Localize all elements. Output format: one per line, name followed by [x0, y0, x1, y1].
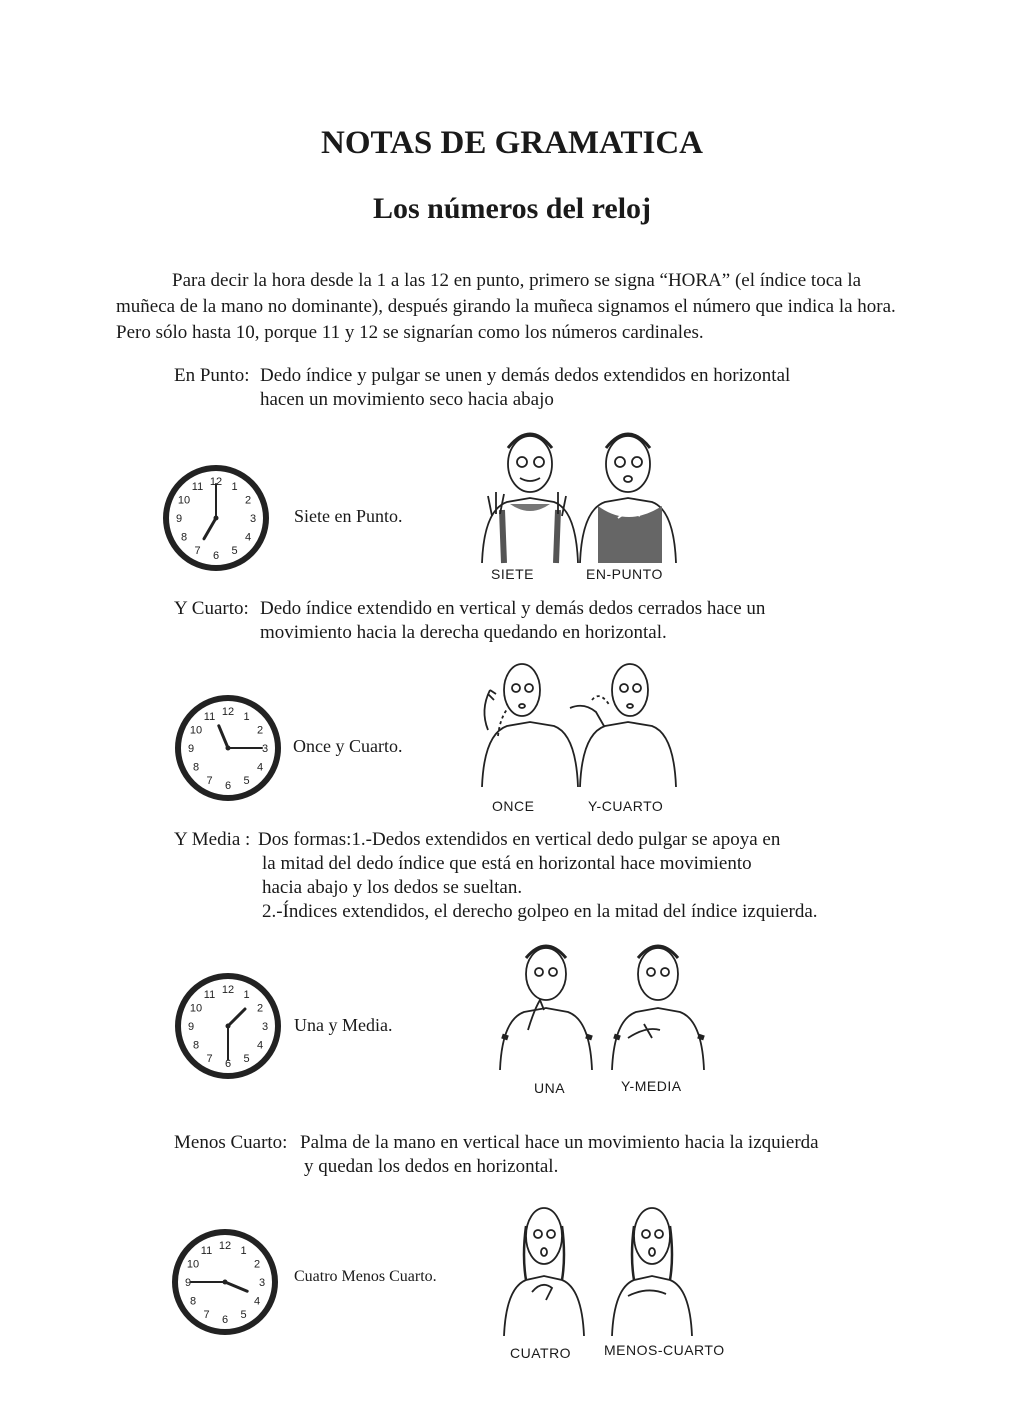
description-line: hacen un movimiento seco hacia abajo	[260, 389, 554, 410]
time-label: Una y Media.	[294, 1015, 393, 1035]
clock-number: 6	[224, 780, 232, 792]
clock-number: 8	[192, 1039, 200, 1052]
clock-number: 4	[253, 1295, 261, 1308]
signer-figure	[580, 434, 676, 563]
clock-number: 5	[240, 1309, 247, 1321]
clock-siete-en-punto	[160, 462, 272, 574]
clock-hour-hand	[219, 726, 228, 748]
description-line: movimiento hacia la derecha quedando en horizontal.	[260, 622, 667, 643]
clock-number: 4	[256, 761, 264, 774]
clock-number: 10	[177, 494, 191, 507]
clock-number: 11	[191, 481, 204, 493]
clock-center	[226, 746, 231, 751]
clock-number: 4	[244, 531, 252, 544]
time-label: Cuatro Menos Cuarto.	[294, 1268, 437, 1285]
clock-number: 8	[180, 531, 188, 544]
description-line: Palma de la mano en vertical hace un movimiento hacia la izquierda	[300, 1132, 819, 1153]
signer-figure	[482, 664, 578, 787]
sign-caption: ONCE	[492, 798, 535, 814]
description-line: hacia abajo y los dedos se sueltan.	[262, 877, 523, 898]
sign-caption: SIETE	[491, 566, 534, 582]
section-y-media	[174, 828, 974, 928]
signer-figure	[482, 434, 578, 563]
term-label: En Punto:	[174, 365, 250, 386]
clock-number: 9	[184, 1277, 192, 1289]
section-y-cuarto	[174, 597, 934, 647]
time-label: Siete en Punto.	[294, 506, 403, 526]
signer-figure	[504, 1208, 584, 1336]
clock-number: 7	[194, 545, 201, 557]
clock-number: 2	[253, 1258, 261, 1271]
clock-number: 1	[243, 711, 250, 723]
description-line: Dedo índice extendido en vertical y demás dedos cerrados hace un	[260, 598, 766, 619]
description-line: la mitad del dedo índice que está en horizontal hace movimiento	[262, 853, 752, 874]
clock-number: 5	[231, 545, 238, 557]
clock-number: 12	[221, 706, 235, 718]
clock-number: 10	[189, 1002, 203, 1015]
sign-caption: EN-PUNTO	[586, 566, 663, 582]
sign-caption: Y-CUARTO	[588, 798, 664, 814]
term-label: Y Cuarto:	[174, 598, 249, 619]
clock-center	[214, 516, 219, 521]
clock-number: 5	[243, 1053, 250, 1065]
clock-number: 8	[192, 761, 200, 774]
clock-number: 12	[218, 1240, 232, 1252]
clock-number: 1	[243, 989, 250, 1001]
description-line: Dedo índice y pulgar se unen y demás dedos extendidos en horizontal	[260, 365, 791, 386]
time-label: Once y Cuarto.	[293, 736, 403, 756]
signer-figure	[500, 946, 592, 1070]
clock-number: 4	[256, 1039, 264, 1052]
clock-number: 3	[261, 743, 269, 755]
clock-number: 2	[256, 1002, 264, 1015]
sign-illustration-once-y-cuarto	[462, 650, 692, 798]
clock-center	[223, 1280, 228, 1285]
clock-number: 6	[212, 550, 220, 562]
clock-number: 3	[249, 513, 257, 525]
clock-number: 9	[175, 513, 183, 525]
term-label: Y Media :	[174, 829, 251, 850]
sign-illustration-cuatro-menos-cuarto	[496, 1196, 726, 1344]
clock-number: 3	[261, 1021, 269, 1033]
clock-number: 7	[206, 1053, 213, 1065]
clock-una-y-media	[172, 970, 284, 1082]
section-menos-cuarto	[174, 1131, 934, 1181]
clock-number: 2	[244, 494, 252, 507]
signer-figure	[612, 946, 704, 1070]
sign-caption: CUATRO	[510, 1345, 572, 1361]
clock-hour-hand	[228, 1009, 245, 1026]
clock-number: 7	[206, 775, 213, 787]
clock-number: 1	[231, 481, 238, 493]
clock-number: 9	[187, 743, 195, 755]
signer-figure	[612, 1208, 692, 1336]
description-line: Dos formas:1.-Dedos extendidos en vertical dedo pulgar se apoya en	[258, 829, 781, 850]
clock-number: 7	[203, 1309, 210, 1321]
sign-illustration-una-y-media	[488, 940, 718, 1080]
clock-hour-hand	[225, 1282, 247, 1291]
page-title: NOTAS DE GRAMATICA	[321, 125, 703, 161]
clock-number: 10	[186, 1258, 200, 1271]
description-line: y quedan los dedos en horizontal.	[304, 1156, 559, 1177]
intro-text: Para decir la hora desde la 1 a las 12 en punto, primero se signa “HORA” (el índice toca la muñeca de la mano no dominante), después girando la muñeca signamos el número que indica la hora. Pero sólo hasta 10, porque 11 y 12 se signarían como los números cardinales.	[116, 270, 896, 343]
clock-number: 6	[221, 1314, 229, 1326]
clock-number: 9	[187, 1021, 195, 1033]
sign-caption: MENOS-CUARTO	[604, 1342, 725, 1358]
term-label: Menos Cuarto:	[174, 1132, 288, 1153]
signer-figure	[570, 664, 676, 787]
clock-number: 1	[240, 1245, 247, 1257]
clock-number: 5	[243, 775, 250, 787]
description-line: 2.-Índices extendidos, el derecho golpeo en la mitad del índice izquierda.	[262, 901, 818, 922]
sign-caption: Y-MEDIA	[621, 1078, 682, 1094]
clock-center	[226, 1024, 231, 1029]
clock-number: 6	[224, 1058, 232, 1070]
clock-number: 10	[189, 724, 203, 737]
section-en-punto	[174, 364, 934, 414]
clock-number: 11	[203, 989, 216, 1001]
clock-cuatro-menos-cuarto	[169, 1226, 281, 1338]
clock-number: 3	[258, 1277, 266, 1289]
clock-number: 12	[221, 984, 235, 996]
clock-once-y-cuarto	[172, 692, 284, 804]
sign-caption: UNA	[534, 1080, 566, 1096]
clock-hour-hand	[204, 518, 216, 539]
sign-illustration-siete-en-punto	[462, 418, 692, 566]
page-subtitle: Los números del reloj	[372, 192, 652, 225]
clock-number: 12	[209, 476, 223, 488]
clock-number: 11	[203, 711, 216, 723]
clock-number: 11	[200, 1245, 213, 1257]
clock-number: 8	[189, 1295, 197, 1308]
intro-paragraph	[116, 268, 922, 346]
clock-number: 2	[256, 724, 264, 737]
